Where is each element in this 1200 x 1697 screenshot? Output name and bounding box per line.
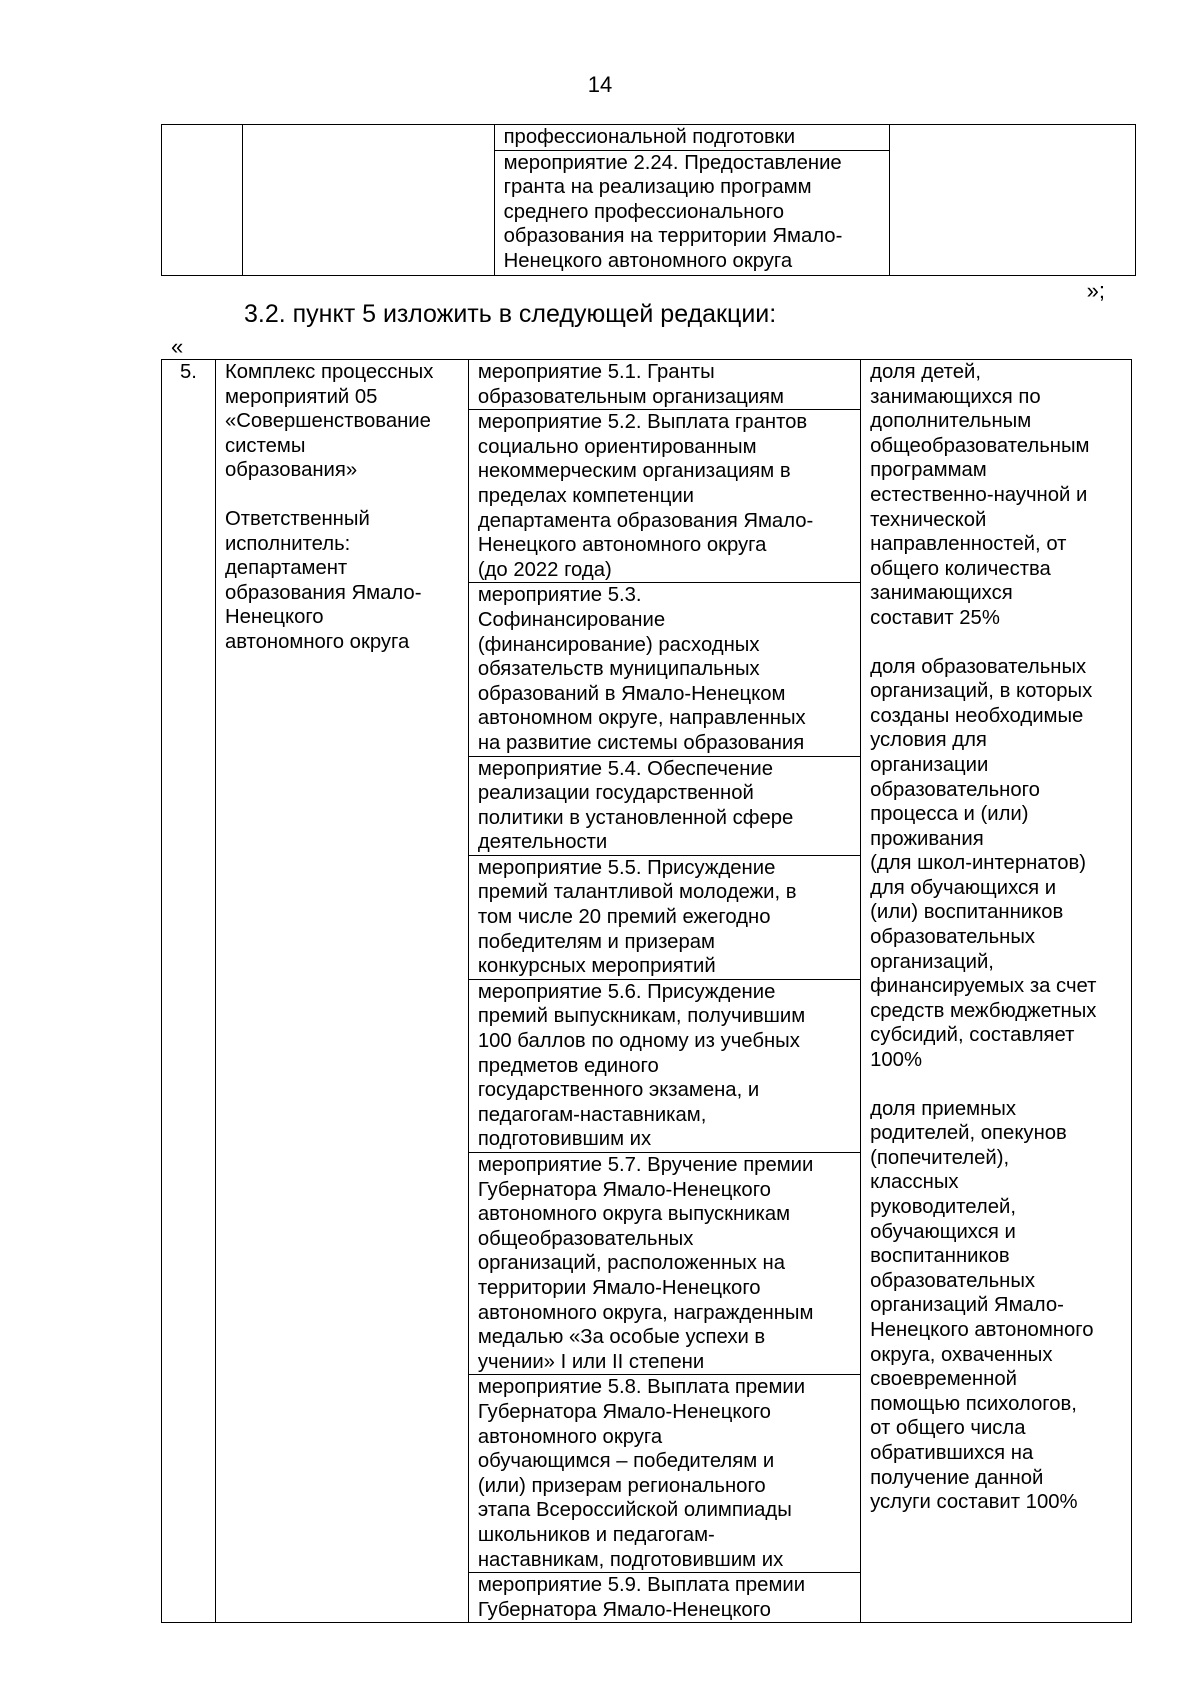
activity-item: мероприятие 5.3. Софинансирование (финансирование) расходных обязательств муниципальных образований в Ямало-Ненецком автономном округе, направленных на развитие системы образования — [469, 583, 860, 756]
indicator-text: доля приемных родителей, опекунов (попечителей), классных руководителей, обучающихся и воспитанников образовательных организаций Ямало- Ненецкого автономного округа, охваченных своевременной помощью психологов, от общего числа обратившихся на получение данной услуги составит 100% — [870, 1097, 1094, 1514]
indicator-text: доля детей, занимающихся по дополнительным общеобразовательным программам естественно-научной и технической направленностей, от общего количества занимающихся составит 25% — [870, 361, 1090, 629]
closing-quote-mark: »; — [1086, 278, 1105, 303]
complex-title: Комплекс процессных мероприятий 05 «Совершенствование системы образования» — [224, 361, 434, 482]
opening-quote-mark: « — [171, 334, 184, 359]
activities-list — [469, 360, 860, 1622]
page-number: 14 — [587, 72, 613, 97]
activity-item: мероприятие 5.5. Присуждение премий талантливой молодежи, в том числе 20 премий ежегодно победителям и призерам конкурсных мероприятий — [469, 855, 860, 979]
amendment-instruction: 3.2. пункт 5 изложить в следующей редакции: — [244, 300, 777, 328]
empty-title-cell — [242, 125, 494, 276]
responsible-executor: Ответственный исполнитель: департамент образования Ямало- Ненецкого автономного округа — [224, 507, 422, 653]
activity-item: мероприятие 5.1. Гранты образовательным организациям — [469, 360, 860, 410]
continuation-table — [161, 124, 1136, 276]
program-table — [161, 359, 1132, 1623]
activity-cell: мероприятие 2.24. Предоставление гранта на реализацию программ среднего профессионального образования на территории Ямало- Ненецкого автономного округа — [494, 150, 890, 275]
activity-item: мероприятие 5.6. Присуждение премий выпускникам, получившим 100 баллов по одному из учебных предметов единого государственного экзамена, и педагогам-наставникам, подготовившим их — [469, 979, 860, 1152]
activity-item: мероприятие 5.2. Выплата грантов социально ориентированным некоммерческим организациям в пределах компетенции департамента образования Ямало- Ненецкого автономного округа (до 2022 года) — [469, 410, 860, 583]
complex-description-cell — [215, 360, 468, 1623]
activity-item: мероприятие 5.8. Выплата премии Губернатора Ямало-Ненецкого автономного округа обучающимся – победителям и (или) призерам регионального этапа Всероссийской олимпиады школьников и педагогам- наставникам, подготовившим их — [469, 1375, 860, 1573]
empty-indicator-cell — [890, 125, 1136, 276]
activity-item: мероприятие 5.4. Обеспечение реализации государственной политики в установленной сфере деятельности — [469, 756, 860, 855]
activity-cell: профессиональной подготовки — [494, 125, 890, 151]
indicators-cell — [861, 360, 1132, 1623]
empty-number-cell — [162, 125, 243, 276]
activity-item: мероприятие 5.9. Выплата премии Губернатора Ямало-Ненецкого — [477, 1574, 806, 1621]
activity-item: мероприятие 5.7. Вручение премии Губернатора Ямало-Ненецкого автономного округа выпускникам общеобразовательных организаций, расположенных на территории Ямало-Ненецкого автономного округа, награжденным медалью «За особые успехи в учении» I или II степени — [469, 1153, 860, 1375]
row-number: 5. — [162, 360, 216, 1623]
activities-cell — [468, 360, 860, 1623]
indicator-text: доля образовательных организаций, в которых созданы необходимые условия для организации образовательного процесса и (или) проживания (для школ-интернатов) для обучающихся и (или) воспитанников образовательных организаций, финансируемых за счет средств межбюджетных субсидий, составляет 100% — [870, 655, 1097, 1072]
